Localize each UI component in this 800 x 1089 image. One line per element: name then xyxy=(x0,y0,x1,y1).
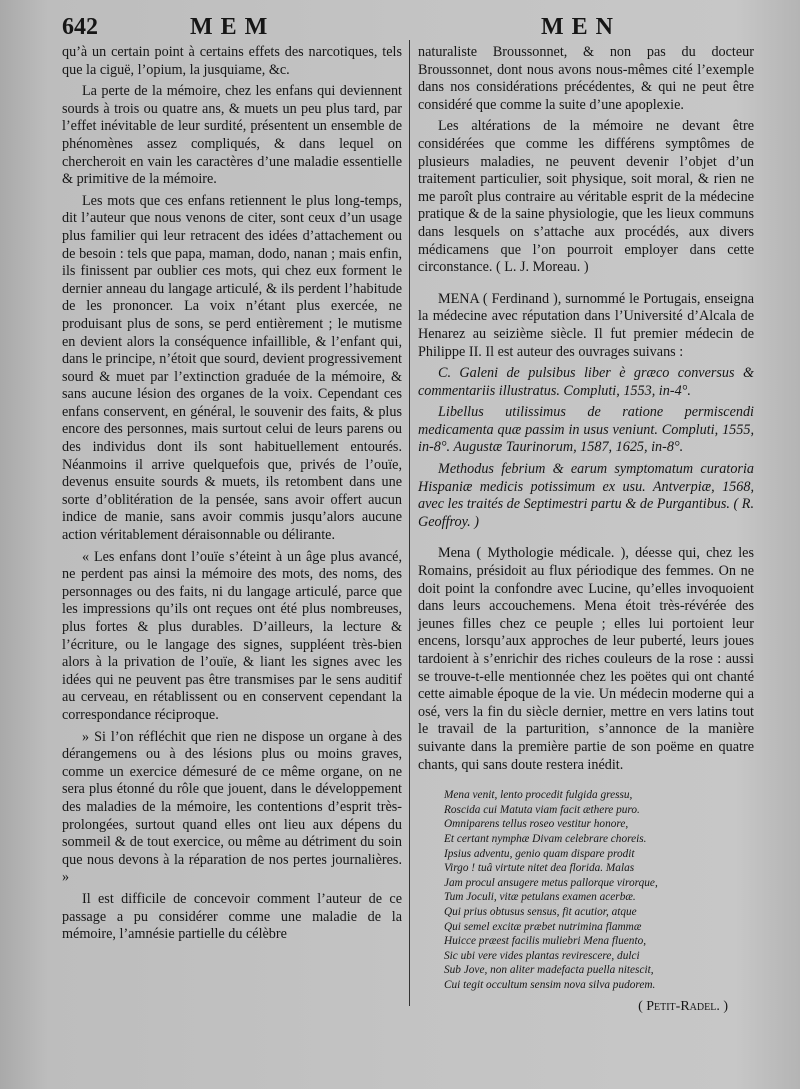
page-number: 642 xyxy=(62,14,98,40)
paragraph: Les mots que ces enfans retiennent le plus long-temps, dit l’auteur que nous venons de citer, sont ceux d’un usage plus familier qui leur retracent des idées d’attachement ou de besoin : tels que papa, maman, dodo, nanan ; mais enfin, ils finissent par oublier ces mots, qui chez eux forment le dernier anneau du langage articulé, & ils perdent l’habitude de les prononcer. La voix n’étant plus exercée, ne produisant plus de sons, se perd entièrement ; le mutisme en devient alors la conséquence infaillible, & l’enfant qui, dans le principe, n’étoit que sourd, devient progressivement sourd & muet par l’extinction graduée de la mémoire, & sans aucune lésion des organes de la voix. Cependant ces enfans conservent, en général, le souvenir des faits, & plus encore des personnes, mais surtout celui de leurs parens ou des individus dont ils sont habituellement entourés. Néanmoins il arrive quelquefois que, privés de l’ouïe, devenus ensuite sourds & muets, ils retombent dans une sorte d’oblitération de la pensée, sans avoir offert aucun indice de manie, sans avoir commis jusqu’alors aucune action véritablement déraisonnable ou délirante. xyxy=(62,192,402,544)
right-column xyxy=(418,44,754,1016)
poem-line: Jam procul ansugere metus pallorque virorque, xyxy=(444,876,658,889)
paragraph: qu’à un certain point à certains effets des narcotiques, tels que la ciguë, l’opium, la jusquiame, &c. xyxy=(62,44,402,78)
poem-line: Sic ubi vere vides plantas revirescere, dulci xyxy=(444,949,640,962)
poem-line: Huicce præest facilis muliebri Mena fluento, xyxy=(444,935,647,948)
column-divider xyxy=(409,40,410,1006)
entry-mena-ferdinand: MENA ( Ferdinand ), surnommé le Portugais, enseigna la médecine avec réputation dans l’Université d’Alcala de Henarez au seizième siècle. Il fut premier médecin de Philippe II. Il est auteur des ouvrages suivans : xyxy=(418,290,754,360)
paragraph: La perte de la mémoire, chez les enfans qui deviennent sourds à trois ou quatre ans, & muets un peu plus tard, par l’effet inévitable de leur surdité, présentent un ensemble de phénomènes assez compliqués, & dans lequel on chercheroit en vain les caractères d’une maladie essentielle & primitive de la mémoire. xyxy=(62,83,402,188)
poem-line: Qui prius obtusus sensus, fit acutior, atque xyxy=(444,905,637,918)
left-column xyxy=(62,44,402,948)
right-running-head: MEN xyxy=(541,14,621,40)
latin-poem xyxy=(444,788,754,992)
poem-line: Roscida cui Matuta viam facit æthere puro. xyxy=(444,803,640,816)
paragraph: Les altérations de la mémoire ne devant être considérées que comme les différens symptômes de plusieurs maladies, ne peuvent devenir l’objet d’un traitement particulier, soit physique, soit moral, & rien ne me paroît plus contraire au véritable esprit de la médecine pratique & de la saine physiologie, que les lieux communs dans lesquels on s’attache aux procédés, aux divers médicamens que l’on pourroit employer dans cette circonstance. ( L. J. Moreau. ) xyxy=(418,118,754,276)
poem-line: Mena venit, lento procedit fulgida gressu, xyxy=(444,789,633,802)
poem-line: Cui tegit occultum sensim nova silva pudorem. xyxy=(444,978,656,991)
poem-line: Et certant nymphæ Divam celebrare choreis. xyxy=(444,832,647,845)
paragraph: » Si l’on réfléchit que rien ne dispose un organe à des dérangemens ou à des lésions plus ou moins graves, comme un exercice démesuré de ce même organe, on ne sera plus étonné du rôle que jouent, dans le développement des maladies de la mémoire, les contentions d’esprit très-prolongées, surtout quand elles ont lieu aux dépens du sommeil & de tout exercice, ou même au détriment du soin que nous devons à la réparation de nos pertes journalières. » xyxy=(62,728,402,886)
poem-line: Tum Joculi, vitæ petulans examen acerbæ. xyxy=(444,891,636,904)
bibliography-item: Libellus utilissimus de ratione permiscendi medicamenta quæ passim in usus veniunt. Compluti, 1555, in-8°. Augustæ Taurinorum, 1587, 1625, in-8°. xyxy=(418,404,754,456)
running-header xyxy=(0,10,800,44)
poem-line: Omniparens tellus roseo vestitur honore, xyxy=(444,818,629,831)
paragraph: Il est difficile de concevoir comment l’auteur de ce passage a pu considérer comme une maladie de la mémoire, l’amnésie partielle du célèbre xyxy=(62,890,402,943)
bibliography-item: Methodus febrium & earum symptomatum curatoria Hispaniæ medicis potissimum ex usu. Antverpiæ, 1568, avec les traités de Septimestri partu & de Purgantibus. ( R. Geoffroy. ) xyxy=(418,461,754,530)
left-running-head: MEM xyxy=(190,14,276,40)
poem-line: Ipsius adventu, genio quam dispare prodit xyxy=(444,847,635,860)
paragraph: naturaliste Broussonnet, & non pas du docteur Broussonnet, dont nous avons nous-mêmes cité l’exemple dans nos considérations précédentes, & qui ne peut être considéré que comme la suite d’une apoplexie. xyxy=(418,44,754,113)
entry-mena-mythologie: Mena ( Mythologie médicale. ), déesse qui, chez les Romains, présidoit au flux périodique des femmes. On ne doit point la confondre avec Lucine, qu’elles invoquoient dans leurs accouchemens. Mena étoit très-révérée des jeunes filles chez ce peuple ; elles lui portoient leur encens, lorsqu’aux approches de leur puberté, leurs joues tardoient à s’enrichir des riches couleurs de la rose : aussi se trouve-t-elle mentionnée chez les poëtes qui ont chanté cette aimable époque de la vie. Un médecin moderne qui a osé, vers la fin du siècle dernier, mettre en vers latins tout le travail de la parturition, s’annonce de la manière suivante dans la première partie de son poëme en quatre chants, qui sans doute restera inédit. xyxy=(418,545,754,773)
poem-signature: ( Petit-Radel. ) xyxy=(638,999,728,1015)
bibliography-item: C. Galeni de pulsibus liber è græco conversus & commentariis illustratus. Compluti, 1553, in-4°. xyxy=(418,365,754,399)
poem-line: Qui semel excitæ præbet nutrimina flammæ xyxy=(444,920,642,933)
poem-line: Virgo ! tuâ virtute nitet dea florida. Malas xyxy=(444,862,635,875)
poem-line: Sub Jove, non aliter madefacta puella nitescit, xyxy=(444,964,654,977)
paragraph: « Les enfans dont l’ouïe s’éteint à un âge plus avancé, ne perdent pas ainsi la mémoire des mots, des noms, des personnages ou des faits, ni du langage articulé, parce que les impressions qu’ils ont reçues ont été plus nombreuses, plus fortes & plus durables. D’ailleurs, la lecture & l’écriture, ou le langage des signes, suppléent très-bien alors à la privation de l’ouïe, & liant les signes avec les idées qui ne peuvent pas être transmises par le sens auditif au cerveau, en rétablissent ou en conservent cependant la correspondance réciproque. xyxy=(62,548,402,723)
